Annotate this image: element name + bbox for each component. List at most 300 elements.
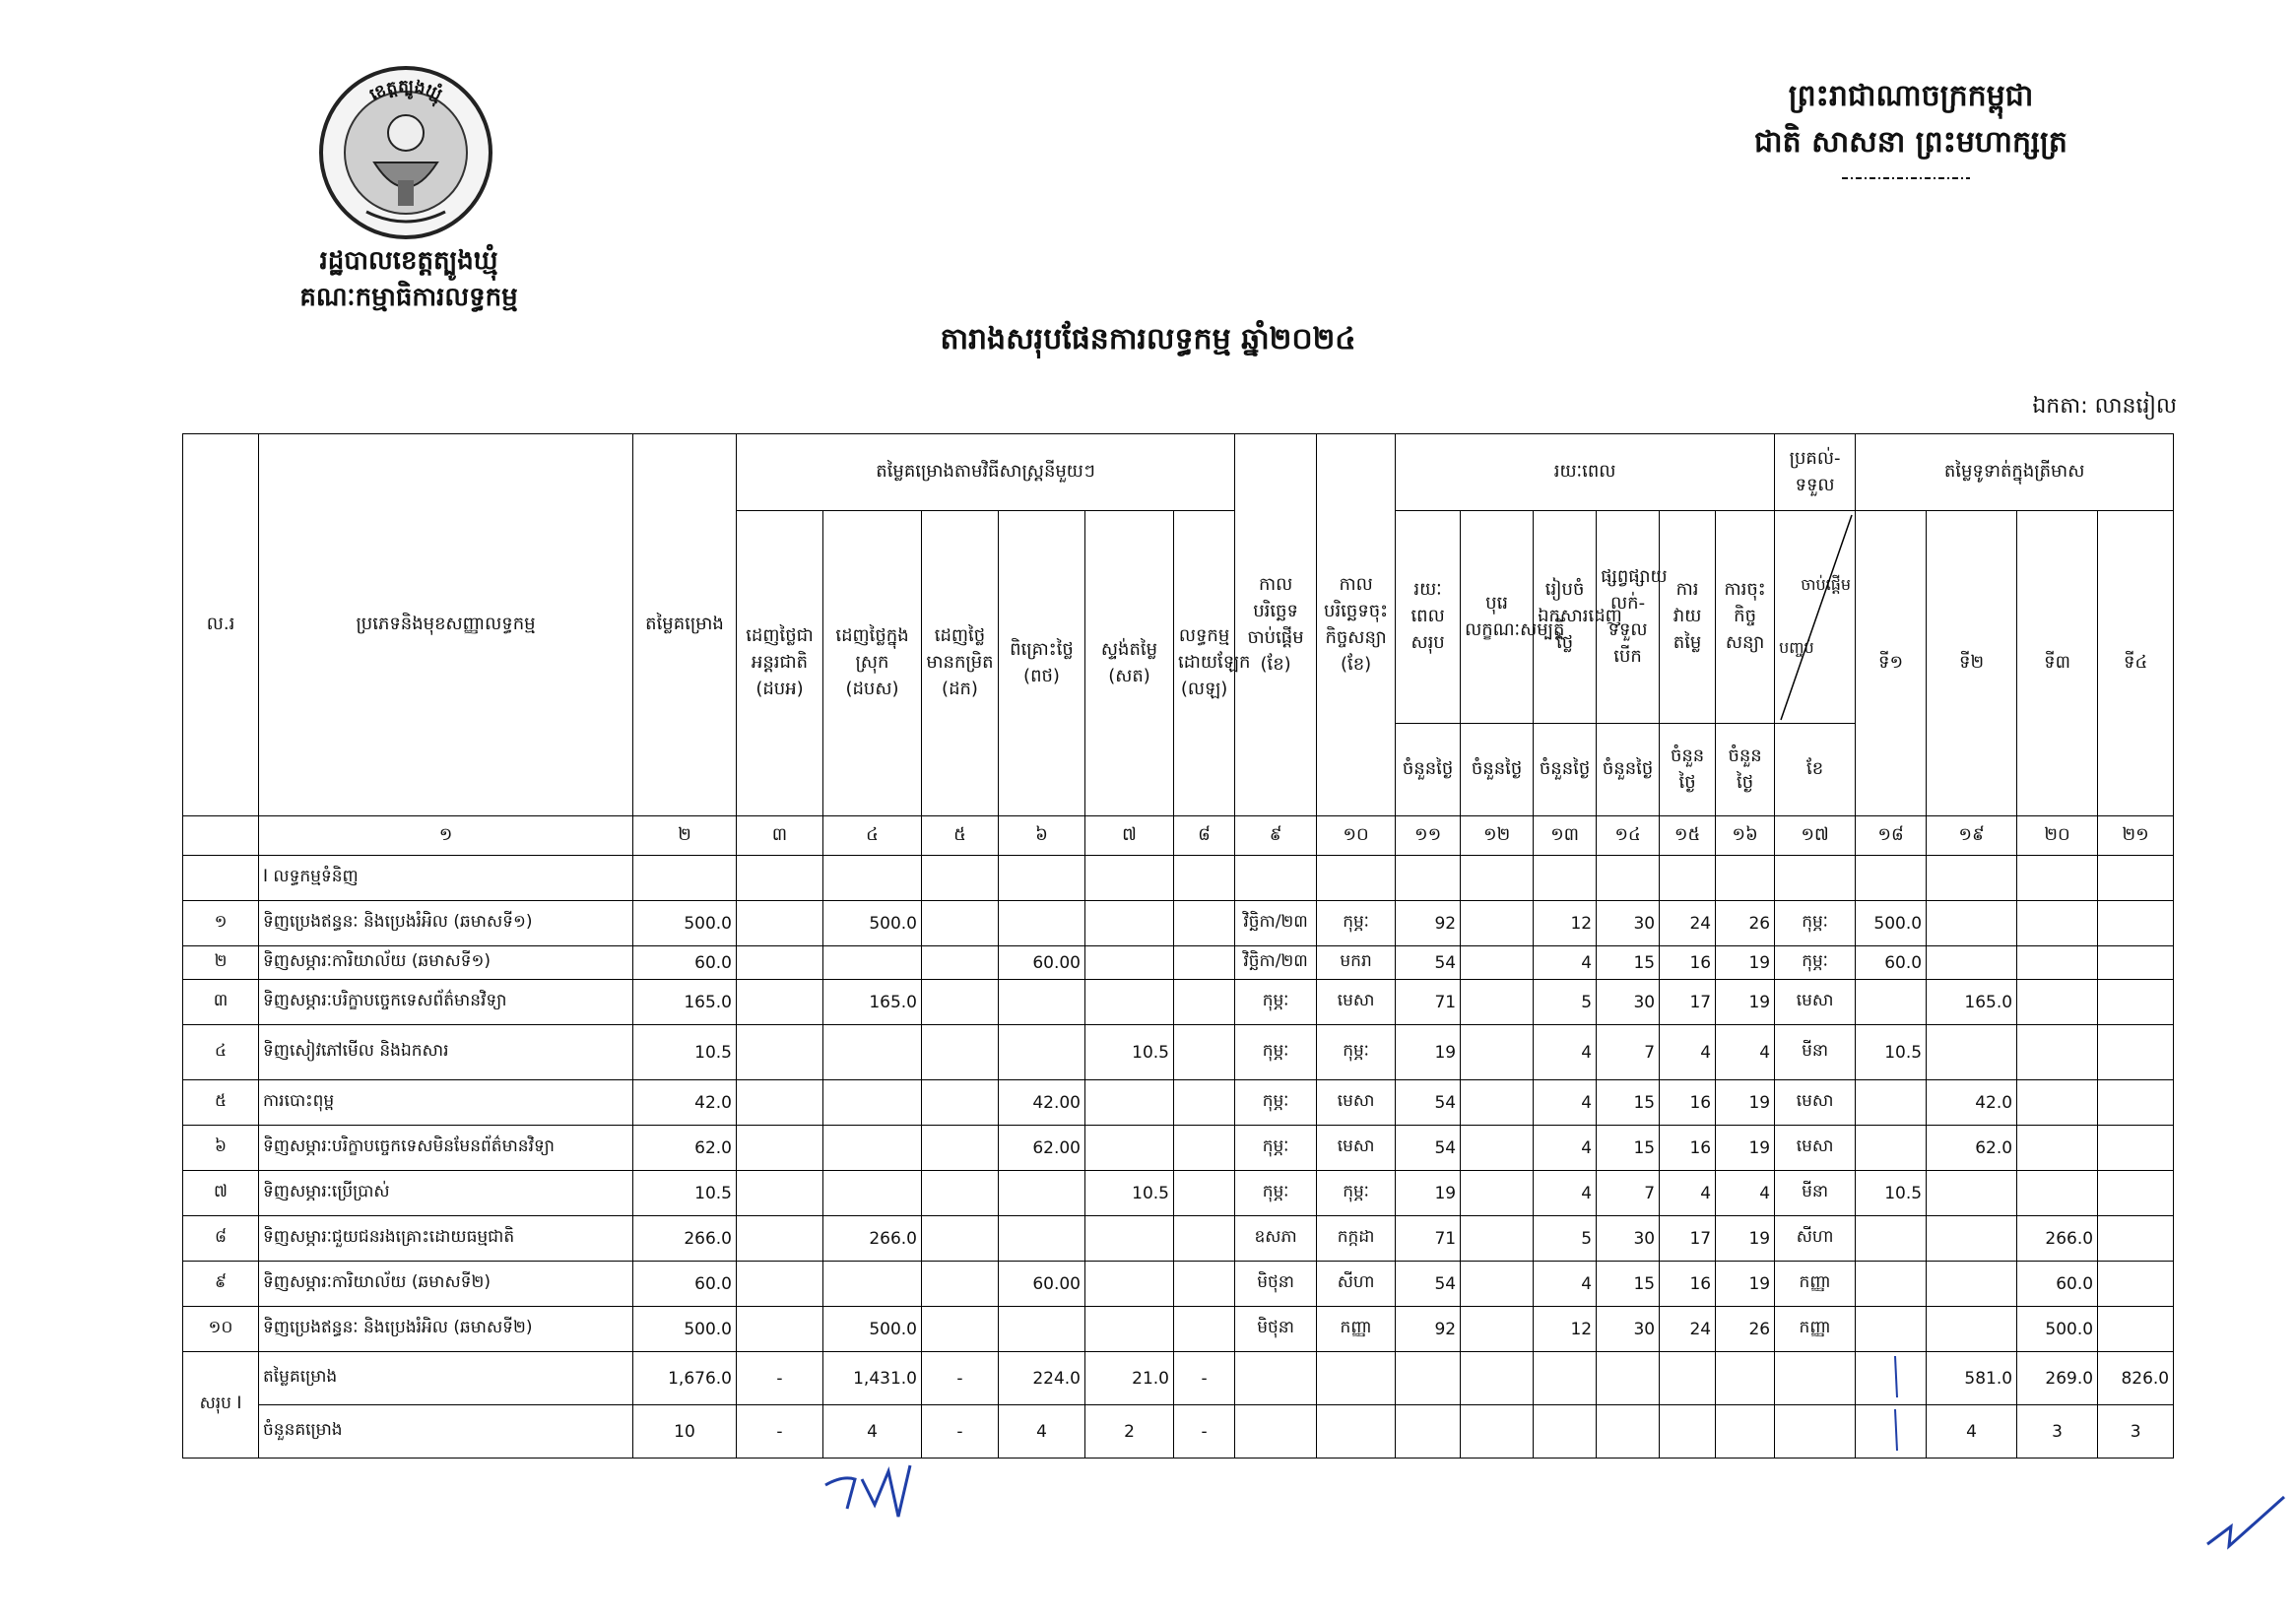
- cell-q1: [1856, 980, 1927, 1025]
- cell-q1: [1856, 1216, 1927, 1262]
- cell-d3: 4: [1534, 1080, 1597, 1126]
- column-number: ១៨: [1856, 816, 1927, 856]
- cell-m6: [1174, 1080, 1235, 1126]
- cell-m1: [737, 946, 823, 980]
- cell-d5: 17: [1660, 980, 1716, 1025]
- cell-m2: 500.0: [823, 901, 922, 946]
- cell-start: កុម្ភៈ: [1235, 980, 1317, 1025]
- cell-d3: 4: [1534, 1025, 1597, 1080]
- cell-m6: [1174, 1307, 1235, 1352]
- cell-m4: 60.00: [999, 946, 1085, 980]
- cell-m6: [1174, 1171, 1235, 1216]
- cell-m2: [823, 1126, 922, 1171]
- cell-d3: 4: [1534, 1171, 1597, 1216]
- totals-value-row: [183, 1352, 2174, 1405]
- org-line-2: គណៈកម្មាធិការលទ្ធកម្ម: [299, 283, 518, 312]
- page-title: តារាងសរុបផែនការលទ្ធកម្ម ឆ្នាំ២០២៤: [940, 322, 1356, 357]
- cell-q2: [1927, 1216, 2017, 1262]
- cell-est: 500.0: [633, 1307, 737, 1352]
- row-number: ១០: [183, 1307, 259, 1352]
- cell-d2: [1461, 1171, 1534, 1216]
- cell-m3: [922, 980, 999, 1025]
- cell-q3: [2017, 1171, 2098, 1216]
- cell-d1: 19: [1396, 1025, 1461, 1080]
- cell-q1: 10.5: [1856, 1171, 1927, 1216]
- cell-del: កុម្ភៈ: [1775, 946, 1856, 980]
- cell-m2: 500.0: [823, 1307, 922, 1352]
- totals-cell-m2: 1,431.0: [823, 1352, 922, 1405]
- col-d1: រយៈពេលសរុប: [1396, 511, 1461, 724]
- cell-q1: 500.0: [1856, 901, 1927, 946]
- column-number: ៣: [737, 816, 823, 856]
- totals-cell-q3: 826.0: [2098, 1352, 2174, 1405]
- cell-d1: 71: [1396, 1216, 1461, 1262]
- cell-m5: [1085, 1307, 1174, 1352]
- col-delivery-end: បញ្ចប់: [1779, 637, 1814, 657]
- cell-del: មីនា: [1775, 1025, 1856, 1080]
- cell-m6: [1174, 1262, 1235, 1307]
- cell-q2: [1927, 901, 2017, 946]
- cell-q1: 60.0: [1856, 946, 1927, 980]
- cell-d5: 4: [1660, 1025, 1716, 1080]
- totals-count-row: [183, 1405, 2174, 1459]
- cell-m3: [922, 946, 999, 980]
- row-item-name: ទិញសម្ភារៈការិយាល័យ (ឆមាសទី២): [259, 1262, 633, 1307]
- cell-m1: [737, 901, 823, 946]
- cell-start: កុម្ភៈ: [1235, 1126, 1317, 1171]
- cell-d6: 19: [1716, 980, 1775, 1025]
- cell-d4: 15: [1597, 946, 1660, 980]
- cell-m4: [999, 1216, 1085, 1262]
- margin-signature: [2201, 1487, 2290, 1556]
- cell-q3: 60.0: [2017, 1262, 2098, 1307]
- totals-cell-est: 1,676.0: [633, 1352, 737, 1405]
- cell-m5: [1085, 901, 1174, 946]
- cell-d5: 17: [1660, 1216, 1716, 1262]
- totals-cell-m4: 224.0: [999, 1352, 1085, 1405]
- totals-cell-m3: -: [922, 1405, 999, 1459]
- delivery-diagonal: [1775, 511, 1856, 724]
- col-delivery-month: ខែ: [1775, 724, 1856, 816]
- cell-start: កុម្ភៈ: [1235, 1171, 1317, 1216]
- row-item-name: ទិញសម្ភារៈការិយាល័យ (ឆមាសទី១): [259, 946, 633, 980]
- cell-m6: [1174, 980, 1235, 1025]
- cell-q4: [2098, 980, 2174, 1025]
- column-number: ២: [633, 816, 737, 856]
- cell-est: 10.5: [633, 1171, 737, 1216]
- cell-d6: 19: [1716, 1262, 1775, 1307]
- column-number-row: [183, 816, 2174, 856]
- col-m5: ស្ទង់តម្លៃ (សត): [1085, 511, 1174, 816]
- cell-q3: 500.0: [2017, 1307, 2098, 1352]
- cell-m4: [999, 980, 1085, 1025]
- cell-d2: [1461, 1262, 1534, 1307]
- cell-d6: 19: [1716, 1126, 1775, 1171]
- totals-cell-m6: -: [1174, 1352, 1235, 1405]
- cell-d1: 92: [1396, 1307, 1461, 1352]
- row-number: ៣: [183, 980, 259, 1025]
- cell-est: 42.0: [633, 1080, 737, 1126]
- cell-d1: 54: [1396, 1262, 1461, 1307]
- cell-m5: 10.5: [1085, 1025, 1174, 1080]
- cell-d5: 4: [1660, 1171, 1716, 1216]
- cell-m3: [922, 1307, 999, 1352]
- table-row: [183, 1171, 2174, 1216]
- row-number: ៨: [183, 1216, 259, 1262]
- cell-start: ឧសភា: [1235, 1216, 1317, 1262]
- cell-d6: 26: [1716, 901, 1775, 946]
- totals-cell-m5: 21.0: [1085, 1352, 1174, 1405]
- cell-d4: 7: [1597, 1025, 1660, 1080]
- cell-d5: 24: [1660, 901, 1716, 946]
- cell-d1: 71: [1396, 980, 1461, 1025]
- cell-d5: 16: [1660, 1080, 1716, 1126]
- cell-start: មិថុនា: [1235, 1262, 1317, 1307]
- row-item-name: ការបោះពុម្ព: [259, 1080, 633, 1126]
- cell-start: វិច្ឆិកា/២៣: [1235, 946, 1317, 980]
- cell-m5: [1085, 1262, 1174, 1307]
- province-seal: [317, 64, 494, 241]
- seal-text: ខេត្តត្បូងឃ្មុំ: [366, 77, 445, 105]
- cell-sign: កុម្ភៈ: [1317, 901, 1396, 946]
- cell-m3: [922, 1262, 999, 1307]
- cell-d3: 12: [1534, 901, 1597, 946]
- column-number: ១: [259, 816, 633, 856]
- table-row: [183, 980, 2174, 1025]
- cell-d5: 24: [1660, 1307, 1716, 1352]
- cell-q2: [1927, 1262, 2017, 1307]
- cell-del: មេសា: [1775, 980, 1856, 1025]
- cell-m5: [1085, 1126, 1174, 1171]
- col-d3-days: ចំនួនថ្ងៃ: [1534, 724, 1597, 816]
- col-sign: កាលបរិច្ឆេទចុះកិច្ចសន្យា (ខែ): [1317, 434, 1396, 816]
- cell-m4: 42.00: [999, 1080, 1085, 1126]
- cell-m3: [922, 1025, 999, 1080]
- totals-cell-q2: 3: [2017, 1405, 2098, 1459]
- row-item-name: ទិញសម្ភារៈជួយជនរងគ្រោះដោយធម្មជាតិ: [259, 1216, 633, 1262]
- cell-d3: 5: [1534, 1216, 1597, 1262]
- cell-m2: [823, 946, 922, 980]
- cell-d5: 16: [1660, 1126, 1716, 1171]
- cell-d2: [1461, 1216, 1534, 1262]
- cell-d3: 4: [1534, 1126, 1597, 1171]
- cell-q2: [1927, 1025, 2017, 1080]
- totals-cell-q2: 269.0: [2017, 1352, 2098, 1405]
- cell-m2: 165.0: [823, 980, 922, 1025]
- cell-m5: [1085, 946, 1174, 980]
- cell-est: 266.0: [633, 1216, 737, 1262]
- column-number: ១០: [1317, 816, 1396, 856]
- cell-m5: [1085, 1216, 1174, 1262]
- cell-d5: 16: [1660, 946, 1716, 980]
- cell-m6: [1174, 1126, 1235, 1171]
- col-start: កាលបរិច្ឆេទចាប់ផ្តើម (ខែ): [1235, 434, 1317, 816]
- cell-m5: [1085, 1080, 1174, 1126]
- cell-m2: [823, 1080, 922, 1126]
- cell-q1: [1856, 1307, 1927, 1352]
- col-no: ល.រ: [183, 434, 259, 816]
- cell-q1: 10.5: [1856, 1025, 1927, 1080]
- cell-sign: កញ្ញា: [1317, 1307, 1396, 1352]
- cell-del: មីនា: [1775, 1171, 1856, 1216]
- totals-cell-m2: 4: [823, 1405, 922, 1459]
- row-item-name: ទិញប្រេងឥន្ធនៈ និងប្រេងរំអិល (ឆមាសទី២): [259, 1307, 633, 1352]
- cell-est: 500.0: [633, 901, 737, 946]
- cell-q3: [2017, 946, 2098, 980]
- cell-m4: [999, 1025, 1085, 1080]
- col-type: ប្រភេទនិងមុខសញ្ញាលទ្ធកម្ម: [259, 434, 633, 816]
- col-q1: ទី១: [1856, 511, 1927, 816]
- cell-m1: [737, 1262, 823, 1307]
- cell-d6: 19: [1716, 1216, 1775, 1262]
- cell-start: មិថុនា: [1235, 1307, 1317, 1352]
- cell-est: 60.0: [633, 946, 737, 980]
- cell-q4: [2098, 1216, 2174, 1262]
- cell-sign: កក្កដា: [1317, 1216, 1396, 1262]
- cell-m4: [999, 1171, 1085, 1216]
- cell-q2: [1927, 946, 2017, 980]
- column-number: ១២: [1461, 816, 1534, 856]
- column-number: ១៩: [1927, 816, 2017, 856]
- row-number: ៥: [183, 1080, 259, 1126]
- row-item-name: ទិញសៀវភៅមើល និងឯកសារ: [259, 1025, 633, 1080]
- column-number: ៧: [1085, 816, 1174, 856]
- cell-sign: មករា: [1317, 946, 1396, 980]
- table-row: [183, 1262, 2174, 1307]
- col-group-duration: រយៈពេល: [1396, 434, 1775, 511]
- cell-start: វិច្ឆិកា/២៣: [1235, 901, 1317, 946]
- cell-d2: [1461, 1025, 1534, 1080]
- cell-d3: 4: [1534, 946, 1597, 980]
- cell-d4: 30: [1597, 1307, 1660, 1352]
- cell-d2: [1461, 1307, 1534, 1352]
- cell-d2: [1461, 980, 1534, 1025]
- cell-m3: [922, 1171, 999, 1216]
- cell-del: កញ្ញា: [1775, 1307, 1856, 1352]
- cell-m4: [999, 901, 1085, 946]
- cell-d6: 26: [1716, 1307, 1775, 1352]
- cell-m3: [922, 1216, 999, 1262]
- cell-m1: [737, 980, 823, 1025]
- col-d4: ផ្សព្វផ្សាយ លក់-ទទួល បើក: [1597, 511, 1660, 724]
- cell-d4: 15: [1597, 1126, 1660, 1171]
- row-number: ៧: [183, 1171, 259, 1216]
- column-number: ៦: [999, 816, 1085, 856]
- cell-q4: [2098, 1080, 2174, 1126]
- col-m6: លទ្ធកម្មដោយឡែក (លឡ): [1174, 511, 1235, 816]
- cell-d3: 4: [1534, 1262, 1597, 1307]
- col-delivery: ប្រគល់-ទទួល: [1775, 434, 1856, 511]
- column-number: ១១: [1396, 816, 1461, 856]
- cell-q2: 165.0: [1927, 980, 2017, 1025]
- cell-m1: [737, 1216, 823, 1262]
- cell-sign: សីហា: [1317, 1262, 1396, 1307]
- col-m2: ដេញថ្លៃក្នុងស្រុក (ដបស): [823, 511, 922, 816]
- table-row: [183, 1126, 2174, 1171]
- cell-d4: 30: [1597, 1216, 1660, 1262]
- col-d3: រៀបចំឯកសារដេញថ្លៃ: [1534, 511, 1597, 724]
- cell-q3: 266.0: [2017, 1216, 2098, 1262]
- cell-sign: កុម្ភៈ: [1317, 1025, 1396, 1080]
- totals-row-name: តម្លៃគម្រោង: [259, 1352, 633, 1405]
- cell-d6: 19: [1716, 1080, 1775, 1126]
- cell-d6: 4: [1716, 1025, 1775, 1080]
- cell-m1: [737, 1171, 823, 1216]
- cell-q1: [1856, 1080, 1927, 1126]
- col-q4: ទី៤: [2098, 511, 2174, 816]
- cell-q4: [2098, 946, 2174, 980]
- cell-d4: 15: [1597, 1262, 1660, 1307]
- col-d2: បុរេលក្ខណៈសម្បត្តិ: [1461, 511, 1534, 724]
- cell-q4: [2098, 1025, 2174, 1080]
- cell-q4: [2098, 1262, 2174, 1307]
- row-item-name: ទិញសម្ភារៈបរិក្ខាបច្ចេកទេសមិនមែនព័ត៌មានវិទ្យា: [259, 1126, 633, 1171]
- motto-ornament: [1837, 173, 1975, 183]
- cell-q3: [2017, 901, 2098, 946]
- cell-q3: [2017, 980, 2098, 1025]
- col-delivery-start: ចាប់ផ្តើម: [1801, 574, 1852, 594]
- cell-start: កុម្ភៈ: [1235, 1025, 1317, 1080]
- cell-q1: [1856, 1126, 1927, 1171]
- cell-m3: [922, 1080, 999, 1126]
- cell-m6: [1174, 1216, 1235, 1262]
- cell-m5: 10.5: [1085, 1171, 1174, 1216]
- table-row: [183, 1216, 2174, 1262]
- column-number: ១៣: [1534, 816, 1597, 856]
- cell-d2: [1461, 901, 1534, 946]
- row-number: ២: [183, 946, 259, 980]
- col-group-quarter: តម្លៃទូទាត់ក្នុងត្រីមាស: [1856, 434, 2174, 511]
- column-number: ៤: [823, 816, 922, 856]
- col-d2-days: ចំនួនថ្ងៃ: [1461, 724, 1534, 816]
- col-estimate: តម្លៃគម្រោង: [633, 434, 737, 816]
- cell-del: កញ្ញា: [1775, 1262, 1856, 1307]
- delivery-mark: [1866, 1352, 1925, 1401]
- col-m3: ដេញថ្លៃមានកម្រិត (ដក): [922, 511, 999, 816]
- col-q3: ទី៣: [2017, 511, 2098, 816]
- cell-q4: [2098, 1171, 2174, 1216]
- cell-d2: [1461, 1126, 1534, 1171]
- cell-del: មេសា: [1775, 1080, 1856, 1126]
- section-row: [183, 856, 2174, 901]
- cell-sign: មេសា: [1317, 980, 1396, 1025]
- cell-d4: 30: [1597, 901, 1660, 946]
- cell-m6: [1174, 946, 1235, 980]
- totals-label: សរុប I: [183, 1352, 259, 1459]
- cell-d5: 16: [1660, 1262, 1716, 1307]
- cell-d6: 19: [1716, 946, 1775, 980]
- cell-q2: 62.0: [1927, 1126, 2017, 1171]
- totals-cell-q3: 3: [2098, 1405, 2174, 1459]
- totals-cell-q1: 4: [1927, 1405, 2017, 1459]
- cell-m6: [1174, 1025, 1235, 1080]
- table-row: [183, 901, 2174, 946]
- cell-d6: 4: [1716, 1171, 1775, 1216]
- col-d6-days: ចំនួនថ្ងៃ: [1716, 724, 1775, 816]
- row-number: ៦: [183, 1126, 259, 1171]
- totals-cell-m1: -: [737, 1405, 823, 1459]
- cell-del: កុម្ភៈ: [1775, 901, 1856, 946]
- cell-m2: 266.0: [823, 1216, 922, 1262]
- column-number: ១៥: [1660, 816, 1716, 856]
- cell-d1: 54: [1396, 1080, 1461, 1126]
- cell-d3: 5: [1534, 980, 1597, 1025]
- cell-m2: [823, 1262, 922, 1307]
- col-d5: ការវាយតម្លៃ: [1660, 511, 1716, 724]
- cell-q1: [1856, 1262, 1927, 1307]
- cell-q2: [1927, 1171, 2017, 1216]
- cell-est: 165.0: [633, 980, 737, 1025]
- cell-d1: 19: [1396, 1171, 1461, 1216]
- cell-m1: [737, 1126, 823, 1171]
- row-item-name: ទិញសម្ភារៈបរិក្ខាបច្ចេកទេសព័ត៌មានវិទ្យា: [259, 980, 633, 1025]
- cell-m6: [1174, 901, 1235, 946]
- table-row: [183, 1307, 2174, 1352]
- cell-m3: [922, 1126, 999, 1171]
- cell-d2: [1461, 946, 1534, 980]
- cell-sign: មេសា: [1317, 1126, 1396, 1171]
- cell-m5: [1085, 980, 1174, 1025]
- col-m1: ដេញថ្លៃជាអន្តរជាតិ (ដបអ): [737, 511, 823, 816]
- cell-d2: [1461, 1080, 1534, 1126]
- column-number: ៨: [1174, 816, 1235, 856]
- cell-d1: 54: [1396, 1126, 1461, 1171]
- cell-q3: [2017, 1080, 2098, 1126]
- totals-cell-m1: -: [737, 1352, 823, 1405]
- column-number: ៩: [1235, 816, 1317, 856]
- totals-row-name: ចំនួនគម្រោង: [259, 1405, 633, 1459]
- col-d4-days: ចំនួនថ្ងៃ: [1597, 724, 1660, 816]
- table-row: [183, 946, 2174, 980]
- cell-d1: 92: [1396, 901, 1461, 946]
- cell-m1: [737, 1080, 823, 1126]
- col-d6: ការចុះកិច្ចសន្យា: [1716, 511, 1775, 724]
- table-row: [183, 1025, 2174, 1080]
- col-d1-days: ចំនួនថ្ងៃ: [1396, 724, 1461, 816]
- cell-sign: មេសា: [1317, 1080, 1396, 1126]
- col-m4: ពិគ្រោះថ្លៃ (ពថ): [999, 511, 1085, 816]
- cell-q3: [2017, 1025, 2098, 1080]
- column-number: ៥: [922, 816, 999, 856]
- cell-q2: 42.0: [1927, 1080, 2017, 1126]
- totals-cell-m6: -: [1174, 1405, 1235, 1459]
- cell-del: មេសា: [1775, 1126, 1856, 1171]
- kingdom-line-2: ជាតិ សាសនា ព្រះមហាក្សត្រ: [1754, 125, 2067, 160]
- totals-cell-est: 10: [633, 1405, 737, 1459]
- org-line-1: រដ្ឋបាលខេត្តត្បូងឃ្មុំ: [319, 246, 498, 276]
- procurement-plan-table: [182, 433, 2174, 1459]
- cell-m1: [737, 1025, 823, 1080]
- cell-d3: 12: [1534, 1307, 1597, 1352]
- cell-m2: [823, 1025, 922, 1080]
- cell-est: 10.5: [633, 1025, 737, 1080]
- totals-cell-m5: 2: [1085, 1405, 1174, 1459]
- column-number: ២១: [2098, 816, 2174, 856]
- cell-m4: 62.00: [999, 1126, 1085, 1171]
- cell-q4: [2098, 1126, 2174, 1171]
- row-number: ៩: [183, 1262, 259, 1307]
- cell-m4: 60.00: [999, 1262, 1085, 1307]
- column-number: ១៦: [1716, 816, 1775, 856]
- totals-cell-q1: 581.0: [1927, 1352, 2017, 1405]
- initials-signature: [818, 1458, 936, 1526]
- column-number-blank: [183, 816, 259, 856]
- column-number: ១៧: [1775, 816, 1856, 856]
- delivery-mark: [1866, 1405, 1925, 1455]
- cell-d4: 30: [1597, 980, 1660, 1025]
- cell-m3: [922, 901, 999, 946]
- table-row: [183, 1080, 2174, 1126]
